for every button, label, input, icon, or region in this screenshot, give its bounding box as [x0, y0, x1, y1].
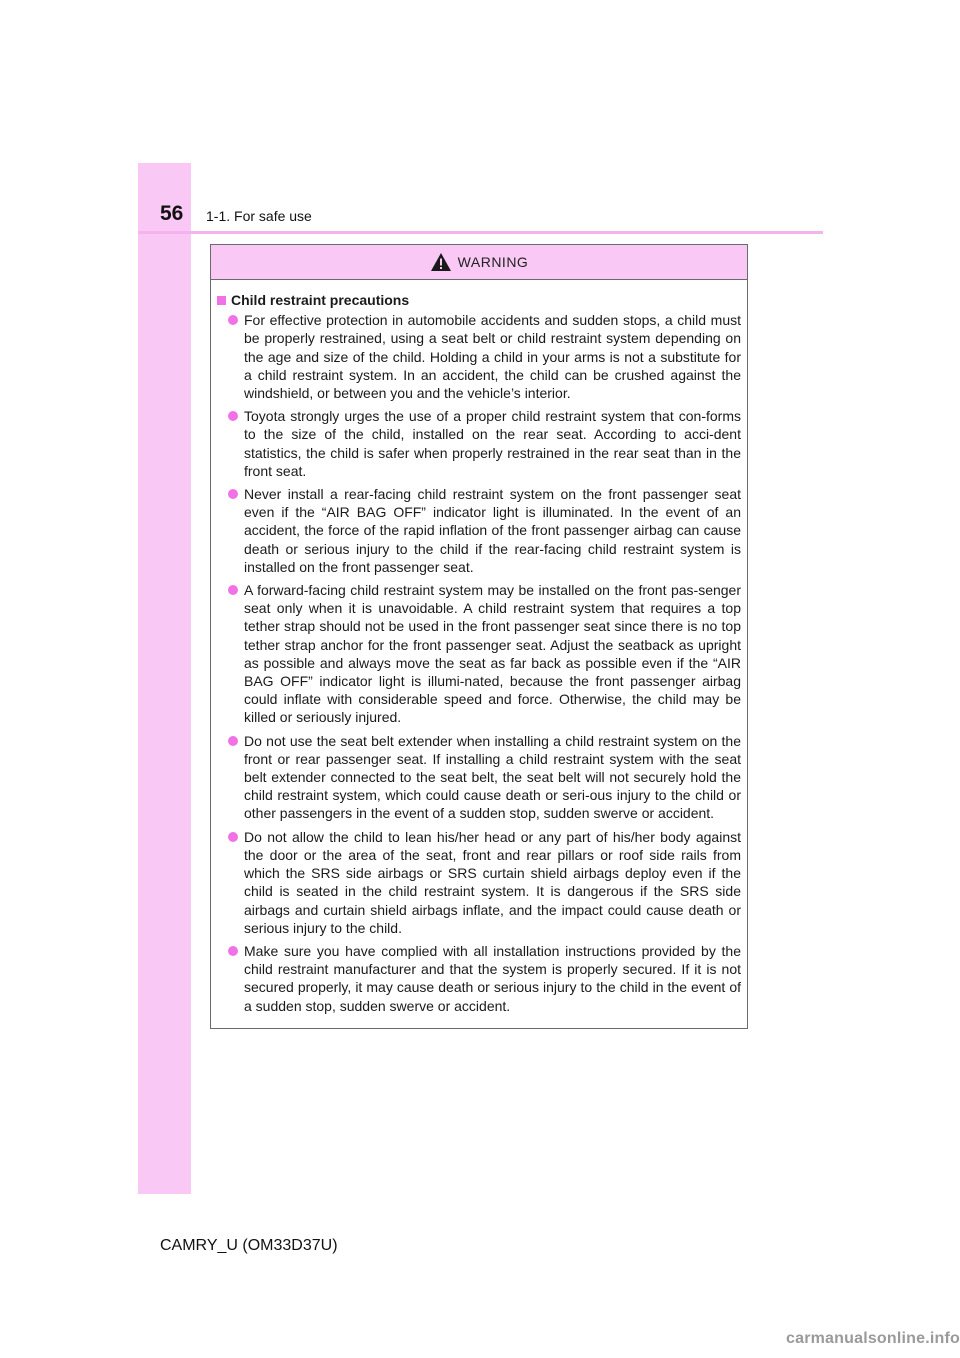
warning-body: [211, 280, 747, 1015]
circle-bullet-icon: [228, 489, 238, 499]
side-color-band: [138, 163, 191, 1194]
list-item-text: Toyota strongly urges the use of a proper child restraint system that con-forms to the size of the child, installed on the rear seat. According to acci-dent statistics, the child is safer when properly restrained in the rear seat than in the front seat.: [244, 408, 741, 479]
list-item: [217, 485, 741, 576]
circle-bullet-icon: [228, 946, 238, 956]
circle-bullet-icon: [228, 315, 238, 325]
warning-header: [211, 245, 747, 280]
list-item: [217, 732, 741, 823]
list-item-text: Never install a rear-facing child restraint system on the front passenger seat even if the “AIR BAG OFF” indicator light is illuminated. In the event of an accident, the force of the rapid inflation of the front passenger airbag can cause death or serious injury to the child if the rear-facing child restraint system is installed on the front passenger seat.: [244, 486, 741, 575]
header-rule: [138, 231, 823, 234]
warning-triangle-icon: [430, 252, 452, 272]
watermark[interactable]: carmanualsonline.info: [786, 1330, 960, 1347]
topic-heading-text: Child restraint precautions: [231, 292, 410, 308]
topic-heading: [217, 291, 741, 309]
section-title: 1-1. For safe use: [206, 208, 312, 224]
list-item-text: A forward-facing child restraint system may be installed on the front pas-senger seat only when it is unavoidable. A child restraint system that requires a top tether strap should not be used in the front passenger seat since there is no top tether strap anchor for the front passenger seat. Adjust the seatback as upright as possible and always move the seat as far back as possible even if the “AIR BAG OFF” indicator light is illumi-nated, because the front passenger airbag could inflate with considerable speed and force. Otherwise, the child may be killed or seriously injured.: [244, 582, 741, 726]
list-item-text: Do not use the seat belt extender when installing a child restraint system on the front or rear passenger seat. If installing a child restraint system with the seat belt extender connected to the seat belt, the seat belt will not securely hold the child restraint system, which could cause death or seri-ous injury to the child or other passengers in the event of a sudden stop, sudden swerve or accident.: [244, 732, 741, 822]
list-item-text: Do not allow the child to lean his/her head or any part of his/her body against the door or the area of the seat, front and rear pillars or roof side rails from which the SRS side airbags or SRS curtain shield airbags deploy even if the child is seated in the child restraint system. It is dangerous if the SRS side airbags and curtain shield airbags inflate, and the impact could cause death or serious injury to the child.: [244, 828, 741, 936]
warning-title: WARNING: [457, 254, 529, 270]
page-number: 56: [160, 202, 184, 225]
list-item: [217, 942, 741, 1015]
circle-bullet-icon: [228, 585, 238, 595]
list-item: [217, 581, 741, 727]
circle-bullet-icon: [228, 832, 238, 842]
circle-bullet-icon: [228, 411, 238, 421]
circle-bullet-icon: [228, 736, 238, 746]
square-bullet-icon: [217, 296, 226, 305]
list-item: [217, 828, 741, 937]
warning-box: [210, 244, 748, 1029]
model-code: CAMRY_U (OM33D37U): [160, 1237, 338, 1254]
list-item: [217, 311, 741, 402]
list-item-text: Make sure you have complied with all installation instructions provided by the child restraint manufacturer and that the system is properly secured. If it is not secured properly, it may cause death or serious injury to the child in the event of a sudden stop, sudden swerve or accident.: [244, 942, 741, 1014]
list-item: [217, 407, 741, 480]
list-item-text: For effective protection in automobile accidents and sudden stops, a child must be properly restrained, using a seat belt or child restraint system depending on the age and size of the child. Holding a child in your arms is not a substitute for a child restraint system. In an accident, the child can be crushed against the windshield, or between you and the vehicle’s interior.: [244, 312, 741, 402]
